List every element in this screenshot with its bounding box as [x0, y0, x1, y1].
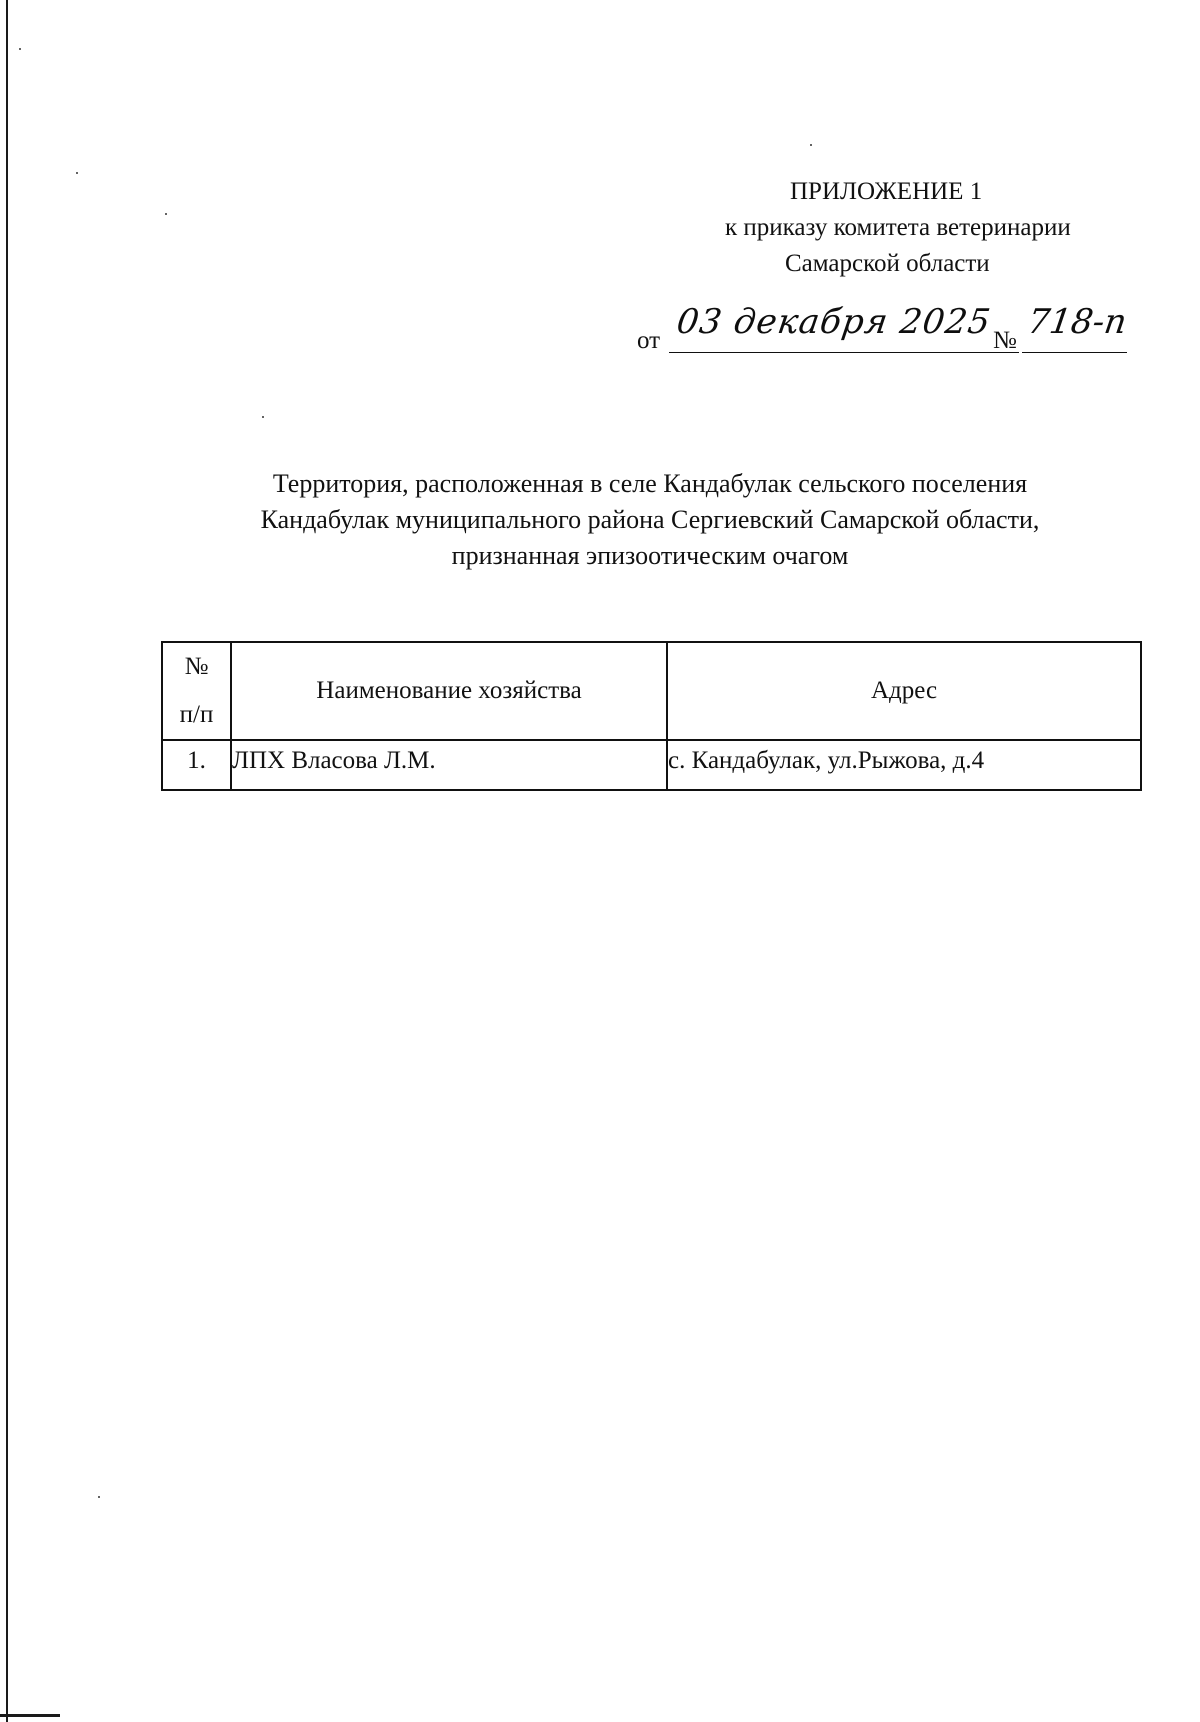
- scan-speck: [165, 213, 167, 215]
- header-farm-name: Наименование хозяйства: [231, 642, 667, 740]
- order-number-field: [1022, 300, 1130, 353]
- order-date-handwritten: 03 декабря 2025: [674, 302, 994, 342]
- farms-table: [161, 641, 1142, 791]
- scan-speck: [76, 172, 78, 174]
- row-address: с. Кандабулак, ул.Рыжова, д.4: [667, 740, 1141, 790]
- title-line-2: Кандабулак муниципального района Сергиевский Самарской области,: [260, 505, 1040, 534]
- title-line-3: признанная эпизоотическим очагом: [451, 541, 849, 570]
- table-header-row: [162, 642, 1141, 740]
- region-name: Самарской области: [785, 250, 990, 277]
- order-reference: к приказу комитета ветеринарии: [725, 214, 1071, 241]
- header-number-sign: №: [184, 653, 209, 680]
- row-number: 1.: [162, 740, 231, 790]
- header-address: Адрес: [667, 642, 1141, 740]
- order-number-handwritten: 718-п: [1025, 302, 1130, 342]
- from-label: от: [637, 327, 661, 354]
- title-line-1: Территория, расположенная в селе Кандабулак сельского поселения: [272, 469, 1028, 498]
- scan-speck: [262, 416, 264, 418]
- scan-left-edge: [6, 0, 8, 1722]
- document-title: [150, 466, 1150, 574]
- header-number-pp: п/п: [179, 701, 214, 728]
- appendix-title: ПРИЛОЖЕНИЕ 1: [790, 178, 983, 205]
- scan-speck: [810, 144, 812, 146]
- order-date-number: [637, 300, 1157, 360]
- scan-speck: [98, 1496, 100, 1498]
- scan-speck: [19, 48, 21, 50]
- scan-bottom-edge: [0, 1714, 60, 1717]
- row-farm-name: ЛПХ Власова Л.М.: [231, 740, 667, 790]
- header-number: [162, 642, 231, 740]
- farms-table-container: [161, 641, 1142, 791]
- order-date-field: [669, 300, 1019, 353]
- number-label: №: [993, 327, 1017, 354]
- table-row: [162, 740, 1141, 790]
